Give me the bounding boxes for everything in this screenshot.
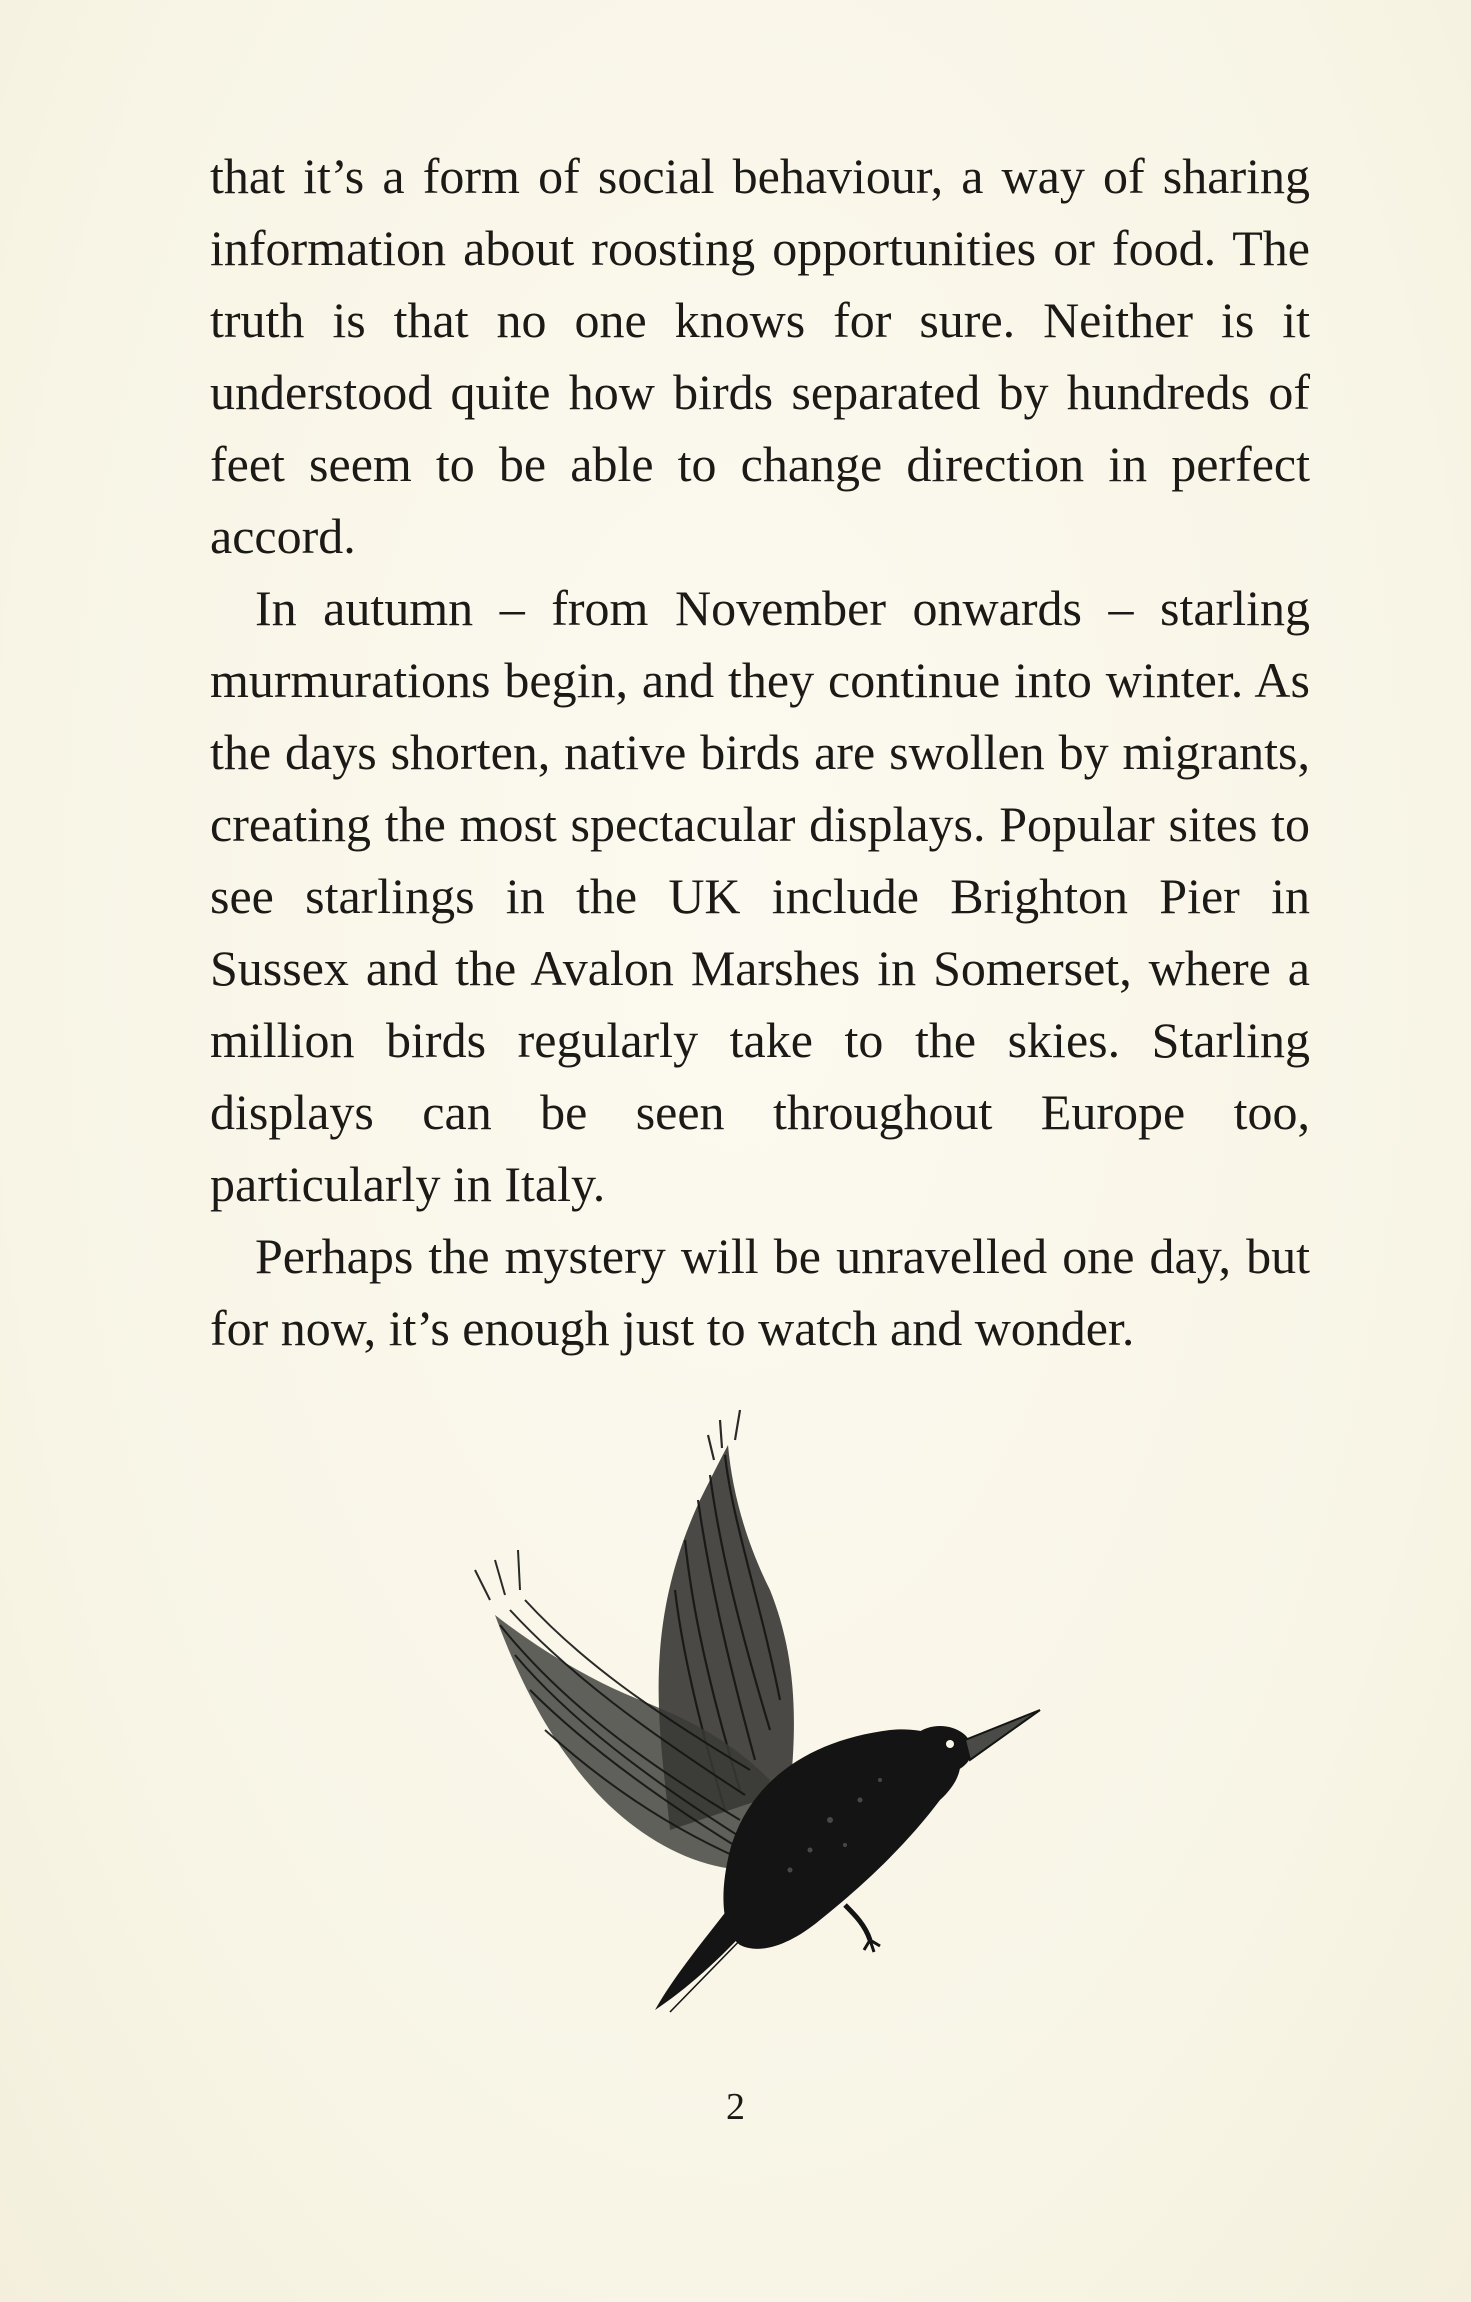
paragraph-1: that it’s a form of social behaviour, a way of sharing information about roosting opportunities or food. The truth is that no one knows for sure. Neither is it understood quite how birds separated by hundreds of feet seem to be able to change direction in perfect accord. — [210, 148, 1310, 564]
page-number: 2 — [726, 2086, 745, 2128]
starling-illustration — [470, 1400, 1070, 2020]
paragraph-2: In autumn – from November onwards – starling murmurations begin, and they continue into winter. As the days shorten, native birds are swollen by migrants, creating the most spectacular displays. Popular sites to see starlings in the UK include Brighton Pier in Sussex and the Avalon Marshes in Somerset, where a million birds regularly take to the skies. Starling displays can be seen throughout Europe too, particularly in Italy. — [210, 580, 1310, 1212]
paragraph-3: Perhaps the mystery will be unravelled one day, but for now, it’s enough just to watch and wonder. — [210, 1228, 1310, 1356]
body-text — [210, 140, 1310, 1364]
starling-in-flight-icon — [470, 1400, 1070, 2020]
